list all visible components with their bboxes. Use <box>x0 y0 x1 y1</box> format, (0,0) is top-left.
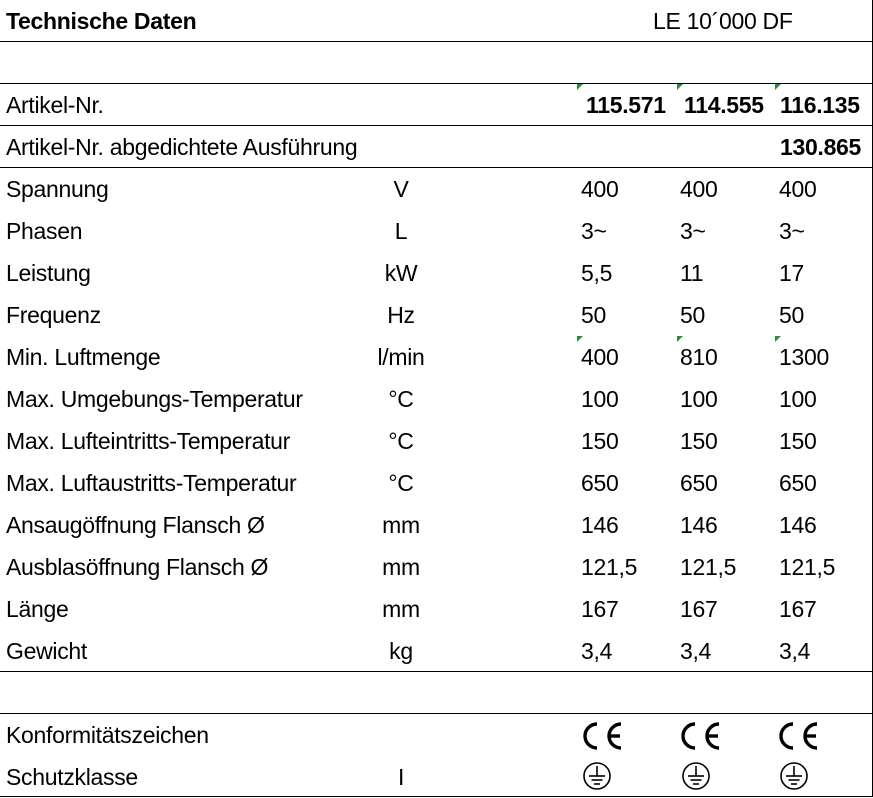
table-row-leistung <box>0 252 873 294</box>
row-value: 150 <box>581 428 619 454</box>
ce-mark-icon <box>580 721 626 751</box>
table-row-umgebung <box>0 378 873 420</box>
row-value: 400 <box>680 176 718 202</box>
row-unit: °C <box>388 470 414 496</box>
model-name: LE 10´000 DF <box>653 8 793 34</box>
table-row-lufteintritt <box>0 420 873 462</box>
row-value: 100 <box>779 386 817 412</box>
row-unit: kW <box>384 260 418 286</box>
protective-earth-icon <box>582 761 612 791</box>
table-title: Technische Daten <box>6 8 197 34</box>
row-value: 50 <box>581 302 606 328</box>
row-label: Max. Umgebungs-Temperatur <box>6 386 303 412</box>
row-value: 3,4 <box>779 638 811 664</box>
row-value: 150 <box>680 428 718 454</box>
row-value: 810 <box>680 344 718 370</box>
row-value: 50 <box>779 302 804 328</box>
row-value: 146 <box>581 512 619 538</box>
row-unit: l/min <box>377 344 425 370</box>
ce-mark-icon <box>678 721 724 751</box>
table-row-ausblas <box>0 546 873 588</box>
row-value: 3,4 <box>581 638 613 664</box>
row-value: 5,5 <box>581 260 613 286</box>
table-row-luftaustritt <box>0 462 873 504</box>
row-unit: kg <box>389 638 413 664</box>
row-unit: °C <box>388 386 414 412</box>
row-label: Konformitätszeichen <box>6 722 209 748</box>
row-value: 50 <box>680 302 705 328</box>
row-value: 121,5 <box>680 554 737 580</box>
table-row-artikel <box>0 84 873 126</box>
article-number: 115.571 <box>586 92 666 118</box>
row-value: 650 <box>581 470 619 496</box>
row-value: 121,5 <box>779 554 836 580</box>
row-value: 146 <box>680 512 718 538</box>
row-unit: mm <box>382 554 420 580</box>
table-row-spannung <box>0 168 873 210</box>
table-row-konformitaet <box>0 714 873 756</box>
sealed-article-number: 130.865 <box>780 134 862 160</box>
row-label: Max. Lufteintritts-Temperatur <box>6 428 291 454</box>
row-label: Frequenz <box>6 302 101 328</box>
row-value: 400 <box>581 176 619 202</box>
row-label: Gewicht <box>6 638 87 664</box>
row-value: 650 <box>680 470 718 496</box>
table-row-ansaug <box>0 504 873 546</box>
row-label: Ansaugöffnung Flansch Ø <box>6 512 265 538</box>
row-value: 11 <box>680 260 704 286</box>
row-value: 150 <box>779 428 817 454</box>
row-value: 100 <box>680 386 718 412</box>
row-label: Max. Luftaustritts-Temperatur <box>6 470 297 496</box>
row-value: 167 <box>680 596 718 622</box>
article-number: 116.135 <box>780 92 860 118</box>
row-unit: °C <box>388 428 414 454</box>
row-label: Schutzklasse <box>6 764 138 790</box>
table-row-frequenz <box>0 294 873 336</box>
table-row-schutzklasse <box>0 756 873 798</box>
row-label: Ausblasöffnung Flansch Ø <box>6 554 269 580</box>
row-value: 3~ <box>779 218 805 244</box>
row-value: 3,4 <box>680 638 712 664</box>
row-label: Leistung <box>6 260 91 286</box>
row-unit: L <box>394 218 408 244</box>
ce-mark-icon <box>776 721 822 751</box>
table-row-laenge <box>0 588 873 630</box>
row-unit: mm <box>382 512 420 538</box>
row-value: 400 <box>581 344 619 370</box>
article-number: 114.555 <box>684 92 764 118</box>
row-value: 3~ <box>581 218 607 244</box>
table-row-luftmenge <box>0 336 873 378</box>
row-unit: Hz <box>387 302 415 328</box>
row-label: Phasen <box>6 218 83 244</box>
table-row-phasen <box>0 210 873 252</box>
row-unit: I <box>397 764 405 790</box>
table-row-gewicht <box>0 630 873 672</box>
row-value: 400 <box>779 176 817 202</box>
row-value: 3~ <box>680 218 706 244</box>
row-value: 121,5 <box>581 554 638 580</box>
row-value: 17 <box>779 260 804 286</box>
rule <box>0 41 873 42</box>
row-label: Artikel-Nr. abgedichtete Ausführung <box>6 134 358 160</box>
row-unit: mm <box>382 596 420 622</box>
protective-earth-icon <box>681 761 711 791</box>
row-value: 1300 <box>779 344 829 370</box>
row-label: Spannung <box>6 176 109 202</box>
row-label: Artikel-Nr. <box>6 92 104 118</box>
row-value: 146 <box>779 512 817 538</box>
row-value: 100 <box>581 386 619 412</box>
table-row-abgedichtet <box>0 126 873 168</box>
row-value: 167 <box>779 596 817 622</box>
row-label: Min. Luftmenge <box>6 344 161 370</box>
row-value: 650 <box>779 470 817 496</box>
row-value: 167 <box>581 596 619 622</box>
table-header <box>0 0 873 42</box>
row-unit: V <box>393 176 409 202</box>
protective-earth-icon <box>779 761 809 791</box>
row-label: Länge <box>6 596 69 622</box>
